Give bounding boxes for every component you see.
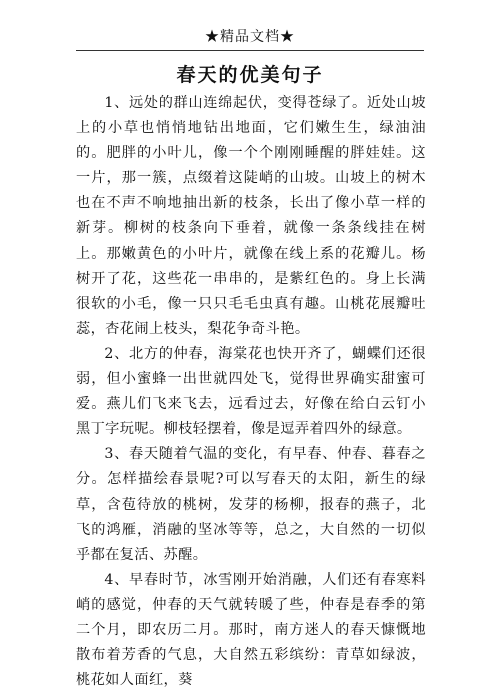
document-title: 春天的优美句子	[176, 64, 324, 86]
document-header: ★精品文档★	[205, 29, 295, 45]
paragraph-1: 1、远处的群山连绵起伏，变得苍绿了。近处山坡上的小草也悄悄地钻出地面，它们嫩生生，绿油油的。肥胖的小叶儿，像一个个刚刚睡醒的胖娃娃。这一片，那一簇，点缀着这陡峭的山坡。山坡上的树木也在不声不响地抽出新的枝条，长出了像小草一样的新芽。柳树的枝条向下垂着，就像一条条线挂在树上。那嫩黄色的小叶片，就像在线上系的花瓣儿。杨树开了花，这些花一串串的，是紫红色的。身上长满很软的小毛，像一只只毛毛虫真有趣。山桃花展瓣吐蕊，杏花闹上枝头，梨花争奇斗艳。	[76, 95, 426, 337]
header-divider	[76, 50, 424, 51]
document-body	[76, 91, 426, 693]
paragraph-2: 2、北方的仲春，海棠花也快开齐了，蝴蝶们还很弱，但小蜜蜂一出世就四处飞，觉得世界确实甜蜜可爱。燕儿们飞来飞去，远看过去，好像在给白云钉小黑丁字玩呢。柳枝轻摆着，像是逗弄着四外的绿意。	[76, 345, 426, 438]
paragraph-3: 3、春天随着气温的变化，有早春、仲春、暮春之分。怎样描绘春景呢?可以写春天的太阳，新生的绿草，含苞待放的桃树，发芽的杨柳，报春的燕子，北飞的鸿雁，消融的坚冰等等，总之，大自然的一切似乎都在复活、苏醒。	[76, 446, 426, 563]
paragraph-4: 4、早春时节，冰雪刚开始消融，人们还有春寒料峭的感觉，仲春的天气就转暖了些，仲春是春季的第二个月，即农历二月。那时，南方迷人的春天慷慨地散布着芳香的气息，大自然五彩缤纷：青草如绿波，桃花如人面红，葵	[76, 571, 426, 689]
